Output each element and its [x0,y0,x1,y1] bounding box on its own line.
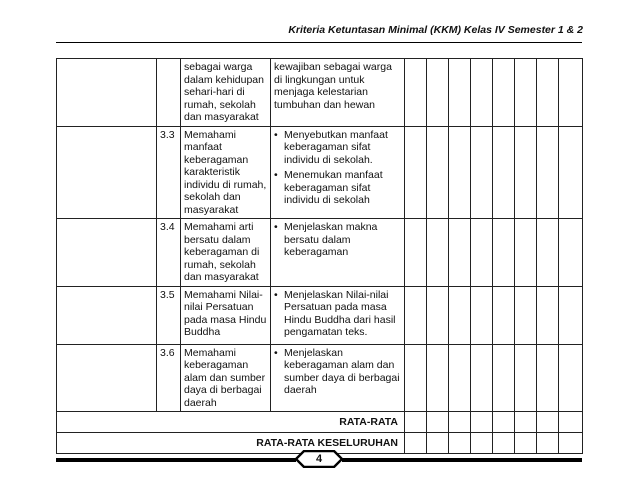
score-cell [427,219,449,287]
bullet-icon: • [274,288,278,301]
page-number: 4 [315,453,323,465]
score-cell [449,59,471,127]
score-cell [537,433,559,454]
score-cell [515,433,537,454]
indicator-list [274,221,401,259]
score-cell [559,286,583,344]
score-cell [559,59,583,127]
score-cell [559,433,583,454]
kkm-table [56,58,583,454]
score-cell [471,59,493,127]
score-cell [405,344,427,412]
score-cell [515,219,537,287]
indicator-cell [271,286,405,344]
score-cell [405,59,427,127]
score-cell [427,433,449,454]
score-cell [471,219,493,287]
indicator-cell [271,344,405,412]
score-cell [537,59,559,127]
table-row [57,344,583,412]
score-cell [405,286,427,344]
score-cell [537,126,559,219]
score-cell [537,412,559,433]
score-cell [449,286,471,344]
score-cell [559,412,583,433]
empty-cell [57,59,157,127]
indicator-text: Menemukan manfaat keberagaman sifat individu di sekolah [284,169,383,206]
score-cell [471,126,493,219]
score-cell [493,219,515,287]
indicator-list [274,347,401,397]
score-cell [427,344,449,412]
indicator-text: Menjelaskan Nilai-nilai Persatuan pada masa Hindu Buddha dari hasil pengamatan teks. [284,288,396,338]
score-cell [427,286,449,344]
score-cell [405,126,427,219]
score-cell [427,59,449,127]
score-cell [427,126,449,219]
score-cell [493,412,515,433]
score-cell [471,433,493,454]
bullet-icon: • [274,221,278,233]
competency-text: Memahami arti bersatu dalam keberagaman di rumah, sekolah dan masyarakat [181,219,271,287]
indicator-text: kewajiban sebagai warga di lingkungan untuk menjaga kelestarian tumbuhan dan hewan [274,61,392,111]
table-row [57,219,583,287]
table-row [57,126,583,219]
score-cell [471,412,493,433]
empty-cell [57,126,157,219]
header-rule [56,42,582,43]
score-cell [537,286,559,344]
indicator-item [274,169,401,207]
footer-rule-left [56,458,296,462]
score-cell [493,344,515,412]
competency-text: Memahami Nilai- nilai Persatuan pada masa Hindu Buddha [181,286,271,344]
score-cell [559,126,583,219]
score-cell [449,433,471,454]
indicator-text: Menjelaskan keberagaman alam dan sumber daya di berbagai daerah [284,346,400,396]
indicator-cell [271,219,405,287]
score-cell [493,59,515,127]
indicator-text: Menjelaskan makna bersatu dalam keberagaman [284,221,378,258]
bullet-icon: • [274,346,278,359]
score-cell [471,286,493,344]
score-cell [449,412,471,433]
score-cell [449,126,471,219]
overall-average-row-label: RATA-RATA KESELURUHAN [57,433,405,454]
kkm-table-body [57,59,583,454]
score-cell [493,126,515,219]
score-cell [515,412,537,433]
indicator-item [274,289,401,339]
competency-text: Memahami keberagaman alam dan sumber daya di berbagai daerah [181,344,271,412]
empty-cell [57,344,157,412]
score-cell [515,59,537,127]
score-cell [515,126,537,219]
average-row [57,412,583,433]
indicator-text: Menyebutkan manfaat keberagaman sifat individu di sekolah. [284,128,388,166]
empty-cell [57,219,157,287]
indicator-item [274,129,401,167]
score-cell [537,219,559,287]
document-header-title: Kriteria Ketuntasan Minimal (KKM) Kelas IV Semester 1 & 2 [288,24,583,36]
score-cell [493,433,515,454]
score-cell [427,412,449,433]
competency-number: 3.5 [157,286,181,344]
indicator-item [274,347,401,397]
bullet-icon: • [274,169,278,181]
average-row-label: RATA-RATA [57,412,405,433]
score-cell [405,433,427,454]
score-cell [515,344,537,412]
table-row [57,59,583,127]
competency-text: Memahami manfaat keberagaman karakteristik individu di rumah, sekolah dan masyarakat [181,126,271,219]
competency-number: 3.3 [157,126,181,219]
score-cell [559,344,583,412]
score-cell [559,219,583,287]
score-cell [515,286,537,344]
competency-number: 3.6 [157,344,181,412]
competency-number [157,59,181,127]
score-cell [493,286,515,344]
score-cell [537,344,559,412]
competency-number: 3.4 [157,219,181,287]
indicator-item [274,221,401,259]
competency-text: sebagai warga dalam kehidupan sehari-hari di rumah, sekolah dan masyarakat [181,59,271,127]
score-cell [449,219,471,287]
bullet-icon: • [274,128,278,141]
indicator-list [274,289,401,339]
table-row [57,286,583,344]
score-cell [449,344,471,412]
indicator-cell [271,59,405,127]
indicator-list [274,129,401,207]
empty-cell [57,286,157,344]
score-cell [471,344,493,412]
footer-rule-right [342,458,582,462]
score-cell [405,219,427,287]
score-cell [405,412,427,433]
indicator-cell [271,126,405,219]
